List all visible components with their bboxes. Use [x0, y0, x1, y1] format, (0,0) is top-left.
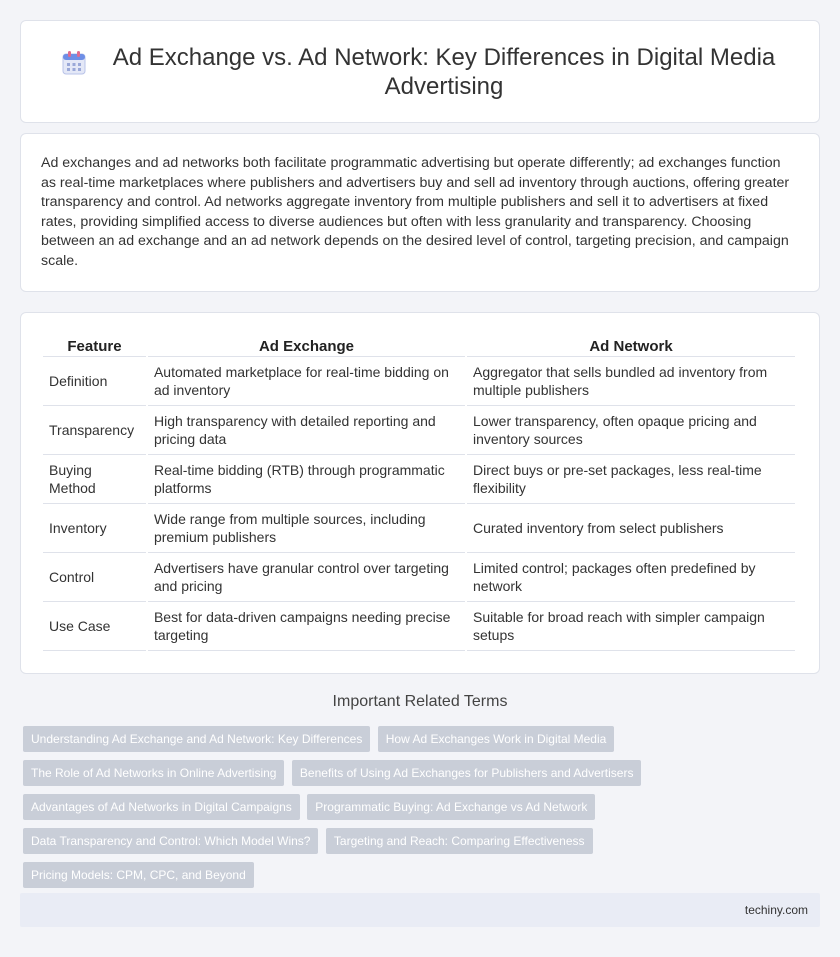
- title-wrap: [60, 43, 780, 101]
- table-row: [43, 406, 795, 455]
- related-terms-title: Important Related Terms: [332, 693, 508, 710]
- row-feature: Transparency: [43, 406, 146, 455]
- related-tag[interactable]: Understanding Ad Exchange and Ad Network: Key Differences: [23, 726, 370, 752]
- row-ad-exchange: Real-time bidding (RTB) through programmatic platforms: [148, 455, 465, 504]
- intro-text: Ad exchanges and ad networks both facilitate programmatic advertising but operate differently; ad exchanges function as real-time marketplaces where publishers and advertisers buy and sell ad inventory through auctions, offering greater transparency and control. Ad networks aggregate inventory from multiple publishers and sell it to advertisers at fixed rates, providing simplified access to diverse audiences but often with less granularity and transparency. Choosing between an ad exchange and an ad network depends on the desired level of control, targeting precision, and campaign scale.: [41, 155, 790, 269]
- table-row: [43, 357, 795, 406]
- header-ad-exchange: Ad Exchange: [148, 335, 465, 357]
- footer: [20, 893, 820, 927]
- related-tag[interactable]: The Role of Ad Networks in Online Advertising: [23, 760, 284, 786]
- header-feature: Feature: [43, 335, 146, 357]
- row-ad-exchange: High transparency with detailed reporting and pricing data: [148, 406, 465, 455]
- table-header-row: [43, 335, 795, 357]
- related-tag[interactable]: How Ad Exchanges Work in Digital Media: [378, 726, 615, 752]
- related-tag[interactable]: Programmatic Buying: Ad Exchange vs Ad Network: [307, 794, 595, 820]
- table-row: [43, 455, 795, 504]
- row-ad-exchange: Best for data-driven campaigns needing precise targeting: [148, 602, 465, 651]
- related-tag[interactable]: Pricing Models: CPM, CPC, and Beyond: [23, 862, 254, 888]
- row-ad-network: Direct buys or pre-set packages, less real-time flexibility: [467, 455, 795, 504]
- footer-site-link[interactable]: techiny.com: [744, 903, 808, 917]
- row-ad-exchange: Advertisers have granular control over targeting and pricing: [148, 553, 465, 602]
- row-ad-exchange: Wide range from multiple sources, including premium publishers: [148, 504, 465, 553]
- row-ad-network: Curated inventory from select publishers: [467, 504, 795, 553]
- header-ad-network: Ad Network: [467, 335, 795, 357]
- related-tag[interactable]: Benefits of Using Ad Exchanges for Publishers and Advertisers: [292, 760, 642, 786]
- page-title: Ad Exchange vs. Ad Network: Key Differences in Digital Media Advertising: [112, 43, 776, 100]
- row-feature: Definition: [43, 357, 146, 406]
- row-feature: Buying Method: [43, 455, 146, 504]
- table-row: [43, 553, 795, 602]
- related-tag[interactable]: Targeting and Reach: Comparing Effectiveness: [326, 828, 593, 854]
- row-ad-network: Suitable for broad reach with simpler campaign setups: [467, 602, 795, 651]
- comparison-table: [41, 335, 797, 651]
- table-row: [43, 602, 795, 651]
- row-feature: Use Case: [43, 602, 146, 651]
- intro-card: [20, 133, 820, 292]
- comparison-card: [20, 312, 820, 674]
- related-tag[interactable]: Data Transparency and Control: Which Model Wins?: [23, 828, 318, 854]
- calendar-icon: [60, 49, 88, 77]
- table-row: [43, 504, 795, 553]
- row-ad-network: Lower transparency, often opaque pricing and inventory sources: [467, 406, 795, 455]
- row-ad-network: Aggregator that sells bundled ad inventory from multiple publishers: [467, 357, 795, 406]
- related-tag[interactable]: Advantages of Ad Networks in Digital Campaigns: [23, 794, 300, 820]
- header-card: [20, 20, 820, 123]
- row-feature: Inventory: [43, 504, 146, 553]
- row-feature: Control: [43, 553, 146, 602]
- row-ad-network: Limited control; packages often predefined by network: [467, 553, 795, 602]
- row-ad-exchange: Automated marketplace for real-time bidding on ad inventory: [148, 357, 465, 406]
